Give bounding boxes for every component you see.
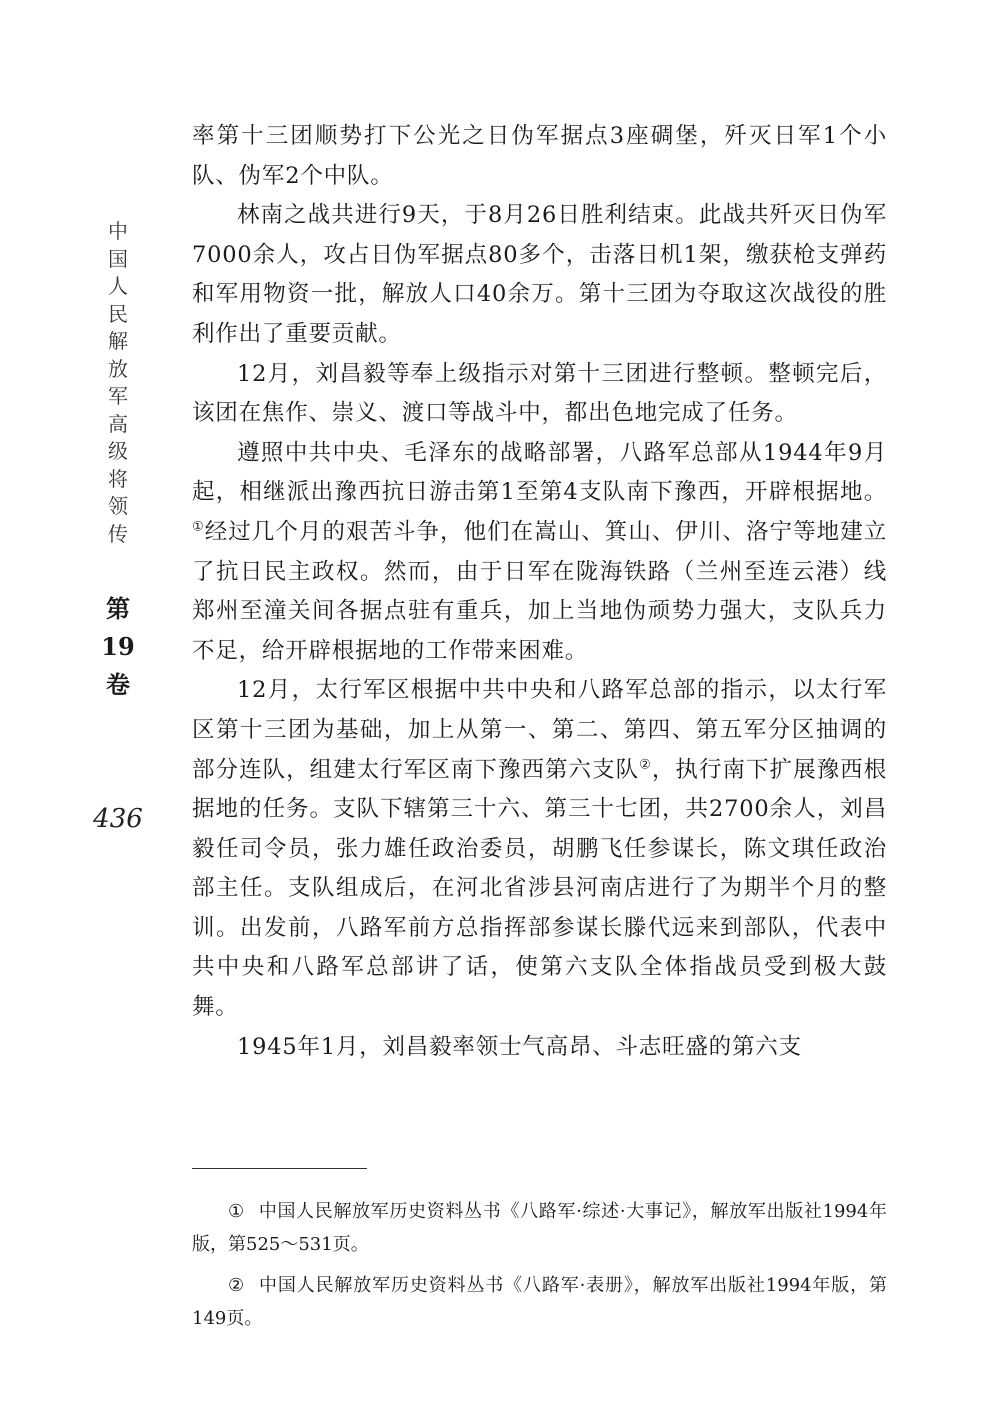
page-number: 436 xyxy=(93,804,143,834)
paragraph-4-part-a: 遵照中共中央、毛泽东的战略部署，八路军总部从1944年9月起，相继派出豫西抗日游击第1至第4支队南下豫西，开辟根据地。 xyxy=(192,439,887,506)
volume-label: 第19卷 xyxy=(101,594,135,699)
footnote-2 xyxy=(192,1269,887,1335)
footnote-1 xyxy=(192,1195,887,1261)
footnote-divider xyxy=(192,1168,367,1169)
footnote-2-mark: ② xyxy=(228,1275,245,1296)
footnote-1-mark: ① xyxy=(228,1201,245,1222)
footnote-ref-1[interactable]: ① xyxy=(192,519,205,535)
footnote-ref-2[interactable]: ② xyxy=(639,757,652,772)
paragraph-5-part-a: 12月，太行军区根据中共中央和八路军总部的指示，以太行军区第十三团为基础，加上从第一、第二、第四、第五军分区抽调的部分连队，组建太行军区南下豫西第六支队 xyxy=(192,677,887,783)
book-title-vertical: 中国人民解放军高级将领传 xyxy=(108,219,128,546)
footnote-1-text: 中国人民解放军历史资料丛书《八路军·综述·大事记》，解放军出版社1994年版，第525～531页。 xyxy=(192,1201,888,1255)
footnotes xyxy=(192,1195,887,1343)
footnote-2-text: 中国人民解放军历史资料丛书《八路军·表册》，解放军出版社1994年版，第149页。 xyxy=(192,1275,887,1329)
paragraph-1: 率第十三团顺势打下公光之日伪军据点3座碉堡，歼灭日军1个小队、伪军2个中队。 xyxy=(192,123,887,189)
paragraph-2: 林南之战共进行9天，于8月26日胜利结束。此战共歼灭日伪军7000余人，攻占日伪军据点80多个，击落日机1架，缴获枪支弹药和军用物资一批，解放人口40余万。第十三团为夺取这次战役的胜利作出了重要贡献。 xyxy=(192,202,887,347)
paragraph-4-part-b: 经过几个月的艰苦斗争，他们在嵩山、箕山、伊川、洛宁等地建立了抗日民主政权。然而，由于日军在陇海铁路（兰州至连云港）线郑州至潼关间各据点驻有重兵，加上当地伪顽势力强大，支队兵力不足，给开辟根据地的工作带来困难。 xyxy=(192,518,887,664)
main-text xyxy=(192,117,887,1067)
paragraph-5 xyxy=(192,671,887,1027)
paragraph-3: 12月，刘昌毅等奉上级指示对第十三团进行整顿。整顿完后，该团在焦作、崇义、渡口等战斗中，都出色地完成了任务。 xyxy=(192,360,887,427)
paragraph-5-part-b: ，执行南下扩展豫西根据地的任务。支队下辖第三十六、第三十七团，共2700余人，刘昌毅任司令员，张力雄任政治委员，胡鹏飞任参谋长，陈文琪任政治部主任。支队组成后，在河北省涉县河南店进行了为期半个月的整训。出发前，八路军前方总指挥部参谋长滕代远来到部队，代表中共中央和八路军总部讲了话，使第六支队全体指战员受到极大鼓舞。 xyxy=(192,756,887,1021)
paragraph-6: 1945年1月，刘昌毅率领士气高昂、斗志旺盛的第六支 xyxy=(237,1033,802,1060)
paragraph-4 xyxy=(192,434,887,672)
